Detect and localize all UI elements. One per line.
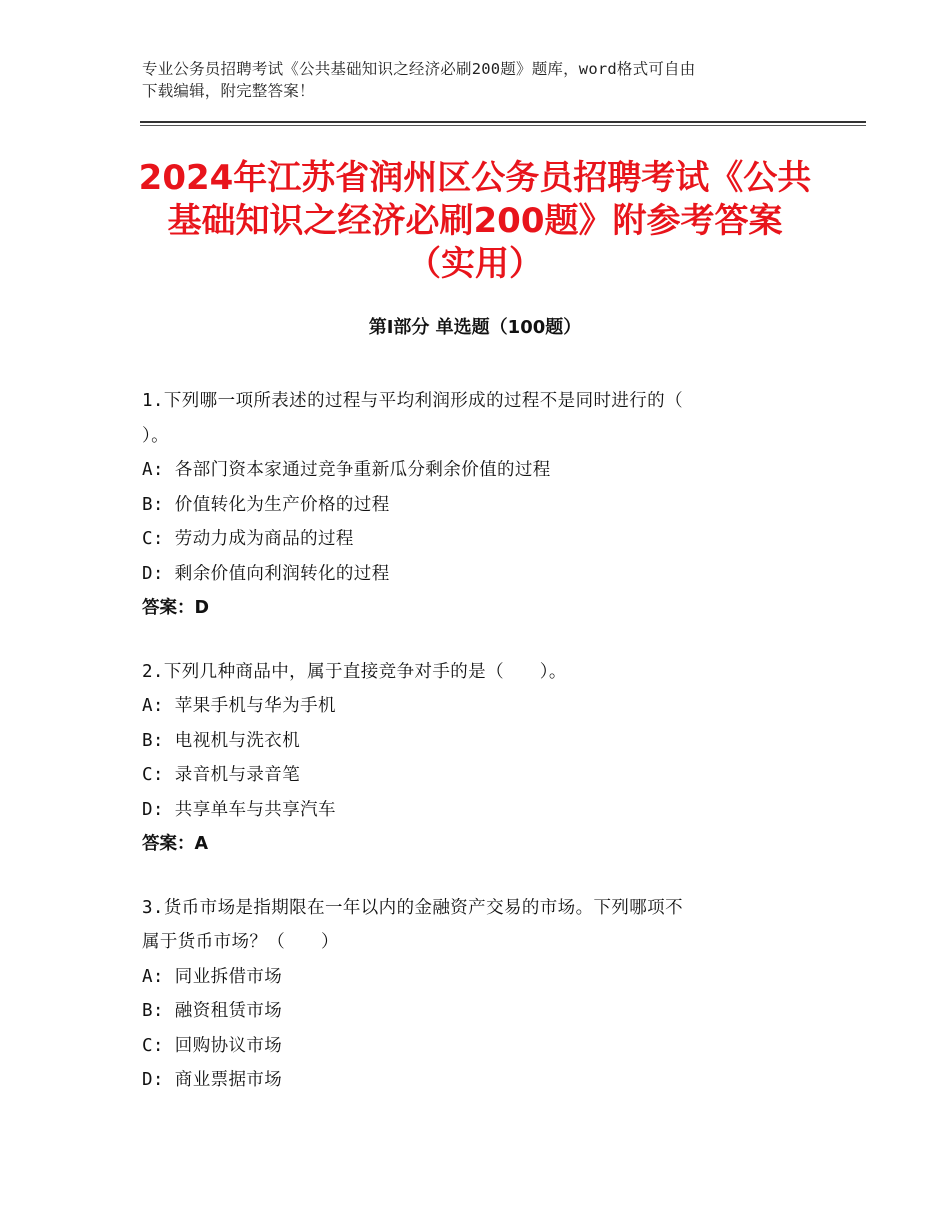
question-1-option-b: B: 价值转化为生产价格的过程	[142, 494, 390, 515]
question-3-option-c: C: 回购协议市场	[142, 1035, 283, 1056]
header-divider-thin	[140, 125, 866, 126]
question-2-option-a: A: 苹果手机与华为手机	[142, 696, 336, 716]
header-note-line-2: 下载编辑，附完整答案！	[142, 82, 315, 100]
question-2-option-c: C: 录音机与录音笔	[142, 765, 301, 785]
question-2-option-b: B: 电视机与洗衣机	[142, 730, 301, 751]
question-1-stem-line-1: 1.下列哪一项所表述的过程与平均利润形成的过程不是同时进行的（	[142, 391, 683, 411]
title-line-3: （实用）	[407, 244, 543, 284]
question-1	[142, 384, 822, 626]
question-1-option-a: A: 各部门资本家通过竞争重新瓜分剩余价值的过程	[142, 460, 551, 480]
document-title	[100, 157, 850, 286]
title-line-2: 基础知识之经济必刷200题》附参考答案	[167, 201, 783, 241]
question-1-option-c: C: 劳动力成为商品的过程	[142, 529, 354, 549]
header-note-line-1: 专业公务员招聘考试《公共基础知识之经济必刷200题》题库，word格式可自由	[142, 60, 696, 78]
question-1-option-d: D: 剩余价值向利润转化的过程	[142, 563, 390, 584]
question-2	[142, 655, 822, 862]
question-3-stem-line-2: 属于货币市场？（ ）	[142, 932, 339, 952]
question-3	[142, 891, 822, 1098]
question-2-answer: 答案：A	[142, 834, 209, 854]
question-3-option-a: A: 同业拆借市场	[142, 966, 283, 987]
question-3-option-b: B: 融资租赁市场	[142, 1001, 283, 1021]
question-list	[142, 384, 822, 1127]
question-1-stem-line-2: ）。	[142, 425, 170, 446]
question-1-answer: 答案：D	[142, 598, 210, 618]
header-divider-thick	[140, 121, 866, 123]
question-3-stem-line-1: 3.货币市场是指期限在一年以内的金融资产交易的市场。下列哪项不	[142, 897, 683, 918]
question-2-option-d: D: 共享单车与共享汽车	[142, 799, 336, 820]
title-line-1: 2024年江苏省润州区公务员招聘考试《公共	[138, 158, 812, 198]
section-title: 第Ⅰ部分 单选题（100题）	[368, 317, 582, 338]
question-3-option-d: D: 商业票据市场	[142, 1070, 283, 1090]
header-note	[142, 58, 832, 102]
question-2-stem-line-1: 2.下列几种商品中，属于直接竞争对手的是（ ）。	[142, 661, 567, 682]
